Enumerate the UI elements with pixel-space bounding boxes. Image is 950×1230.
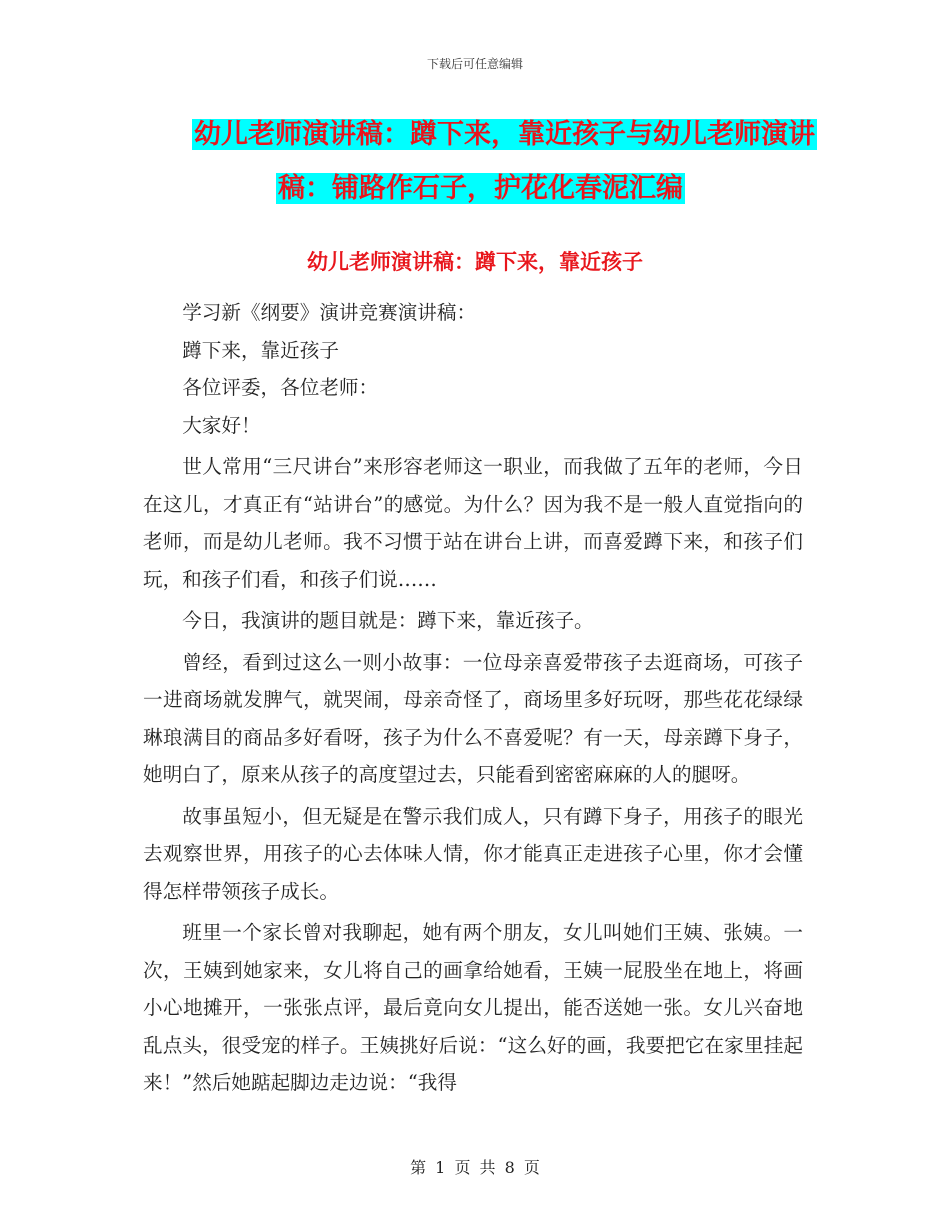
body-paragraph-5: 世人常用“三尺讲台”来形容老师这一职业，而我做了五年的老师，今日在这儿，才真正有“站讲台”的感觉。为什么？因为我不是一般人直觉指向的老师，而是幼儿老师。我不习惯于站在讲台上讲，而喜爱蹲下来，和孩子们玩，和孩子们看，和孩子们说……	[143, 455, 803, 591]
title-line-2	[180, 162, 820, 216]
body-paragraph-9: 班里一个家长曾对我聊起，她有两个朋友，女儿叫她们王姨、张姨。一次，王姨到她家来，女儿将自己的画拿给她看，王姨一屁股坐在地上，将画小心地摊开，一张张点评，最后竟向女儿提出，能否送她一张。女儿兴奋地乱点头，很受宠的样子。王姨挑好后说：“这么好的画，我要把它在家里挂起来！”然后她踮起脚边走边说：“我得	[143, 921, 803, 1094]
body-paragraph-1: 学习新《纲要》演讲竞赛演讲稿：	[182, 301, 477, 324]
body-paragraph-4: 大家好！	[182, 413, 261, 437]
section-title: 幼儿老师演讲稿：蹲下来，靠近孩子	[307, 250, 643, 274]
body-paragraph-8: 故事虽短小，但无疑是在警示我们成人，只有蹲下身子，用孩子的眼光去观察世界，用孩子的心去体味人情，你才能真正走进孩子心里，你才会懂得怎样带领孩子成长。	[143, 804, 803, 903]
body-paragraph-7: 曾经，看到过这么一则小故事：一位母亲喜爱带孩子去逛商场，可孩子一进商场就发脾气，就哭闹，母亲奇怪了，商场里多好玩呀，那些花花绿绿琳琅满目的商品多好看呀，孩子为什么不喜爱呢？有一天，母亲蹲下身子，她明白了，原来从孩子的高度望过去，只能看到密密麻麻的人的腿呀。	[143, 650, 803, 786]
title-line-1-text: 幼儿老师演讲稿：蹲下来，靠近孩子与幼儿老师演讲	[194, 119, 815, 150]
title-line-2-text: 稿：铺路作石子，护花化春泥汇编	[278, 173, 683, 204]
body-paragraph-6: 今日，我演讲的题目就是：蹲下来，靠近孩子。	[182, 609, 594, 632]
body-paragraph-3: 各位评委，各位老师：	[182, 376, 379, 399]
page-footer: 第 1 页 共 8 页	[410, 1158, 540, 1177]
document-body	[143, 294, 803, 1102]
header-note: 下载后可任意编辑	[426, 57, 523, 71]
document-title	[180, 108, 820, 216]
body-paragraph-2: 蹲下来，靠近孩子	[182, 338, 339, 362]
title-line-1	[180, 108, 820, 162]
